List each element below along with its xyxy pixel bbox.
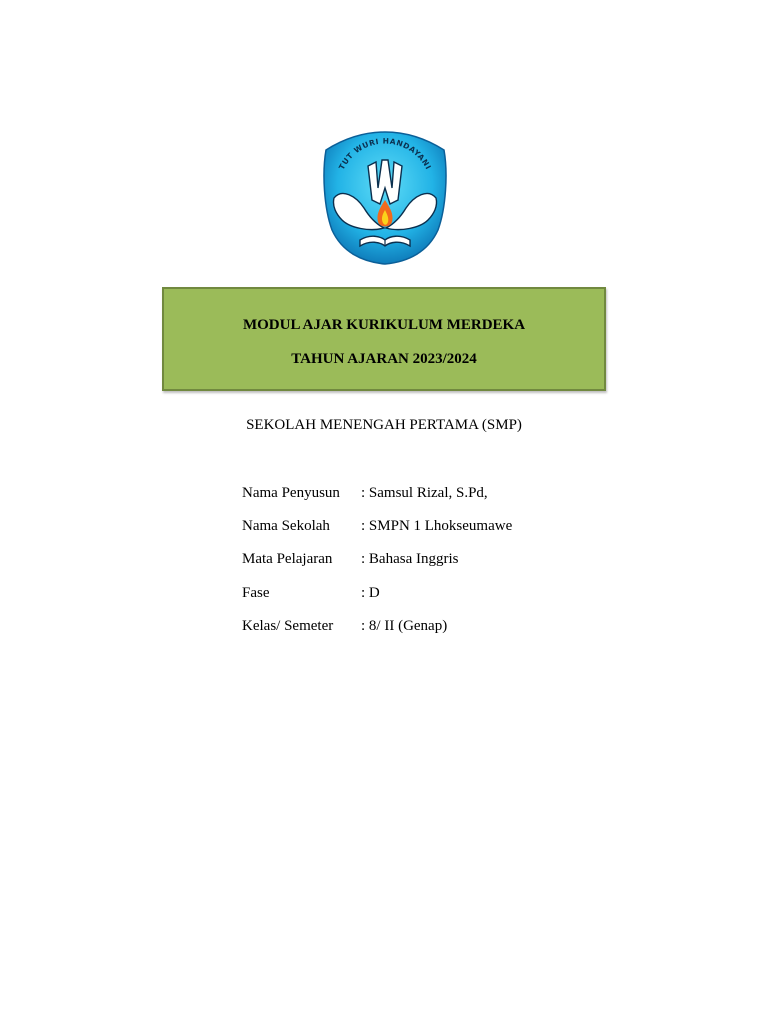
info-value: : Samsul Rizal, S.Pd, — [361, 485, 488, 501]
logo-motto: TUT WURI HANDAYANI — [336, 136, 434, 172]
info-value: : 8/ II (Genap) — [361, 618, 448, 634]
info-value: : Bahasa Inggris — [361, 551, 459, 567]
emblem-icon — [320, 128, 450, 268]
info-label: Mata Pelajaran — [242, 551, 333, 567]
school-level: SEKOLAH MENENGAH PERTAMA (SMP) — [246, 417, 522, 433]
title-box — [162, 287, 606, 391]
info-value: : D — [361, 585, 380, 601]
info-label: Nama Penyusun — [242, 485, 340, 501]
document-title: MODUL AJAR KURIKULUM MERDEKA — [242, 317, 526, 333]
info-value: : SMPN 1 Lhokseumawe — [361, 518, 513, 534]
info-label: Kelas/ Semeter — [242, 618, 334, 634]
info-label: Nama Sekolah — [242, 518, 330, 534]
academic-year: TAHUN AJARAN 2023/2024 — [291, 351, 477, 367]
info-label: Fase — [242, 585, 270, 601]
tut-wuri-handayani-logo — [320, 128, 450, 268]
